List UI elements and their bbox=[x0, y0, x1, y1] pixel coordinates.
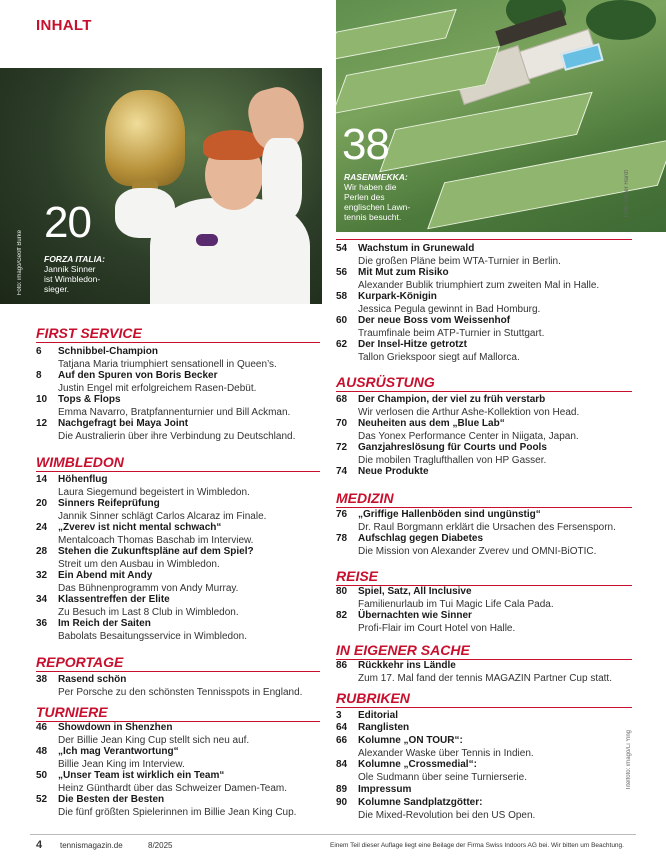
caption-line: Wir haben die bbox=[344, 182, 397, 192]
court bbox=[336, 46, 500, 114]
photo-caption bbox=[44, 254, 105, 294]
footer-issue: 8/2025 bbox=[148, 841, 173, 850]
section-in-eigener-sache: IN EIGENER SACHE bbox=[336, 642, 470, 658]
page-title: INHALT bbox=[36, 17, 92, 34]
footer-rule bbox=[30, 834, 636, 835]
photo-credit: Foto: Oliver Hardt bbox=[624, 170, 630, 218]
section-rule bbox=[36, 671, 320, 672]
section-rule bbox=[36, 342, 320, 343]
footer-note: Einem Teil dieser Auflage liegt eine Beilage der Firma Swiss Indoors AG bei. Wir bitten um Beachtung. bbox=[330, 842, 624, 849]
section-turniere: TURNIERE bbox=[36, 704, 108, 720]
story-number: 38 bbox=[342, 120, 389, 169]
photo-caption bbox=[344, 172, 410, 222]
section-wimbledon: WIMBLEDON bbox=[36, 454, 124, 470]
photo-credit: Foto: imago/Geoff Burke bbox=[17, 230, 23, 296]
section-rule bbox=[336, 239, 632, 240]
tree bbox=[586, 0, 656, 40]
page-number: 4 bbox=[36, 839, 43, 851]
player-left-arm bbox=[115, 188, 175, 238]
caption-line: Perlen des bbox=[344, 192, 385, 202]
player-arm bbox=[262, 138, 302, 218]
photo-sinner bbox=[0, 68, 322, 304]
caption-line: Jannik Sinner bbox=[44, 264, 96, 274]
story-number: 20 bbox=[44, 198, 91, 247]
footer-site[interactable]: tennismagazin.de bbox=[60, 841, 123, 850]
section-rule bbox=[336, 707, 632, 708]
caption-title: FORZA ITALIA: bbox=[44, 254, 105, 264]
court bbox=[336, 9, 457, 61]
cover-photo-credit: Titelfoto: imago/Li Ying bbox=[626, 730, 632, 791]
section-rule bbox=[36, 471, 320, 472]
photo-lawn-courts bbox=[336, 0, 666, 232]
caption-title: RASENMEKKA: bbox=[344, 172, 408, 182]
section-reise: REISE bbox=[336, 568, 379, 584]
caption-line: ist Wimbledon- bbox=[44, 274, 101, 284]
section-rule bbox=[336, 507, 632, 508]
caption-line: englischen Lawn- bbox=[344, 202, 411, 212]
wimbledon-badge bbox=[196, 234, 218, 246]
section-rule bbox=[336, 391, 632, 392]
section-reportage: REPORTAGE bbox=[36, 654, 124, 670]
caption-line: sieger. bbox=[44, 284, 70, 294]
section-medizin: MEDIZIN bbox=[336, 490, 394, 506]
trophy bbox=[105, 90, 185, 186]
section-ausruestung: AUSRÜSTUNG bbox=[336, 374, 435, 390]
caption-line: tennis besucht. bbox=[344, 212, 402, 222]
section-rubriken: RUBRIKEN bbox=[336, 690, 410, 706]
section-first-service: FIRST SERVICE bbox=[36, 325, 142, 341]
